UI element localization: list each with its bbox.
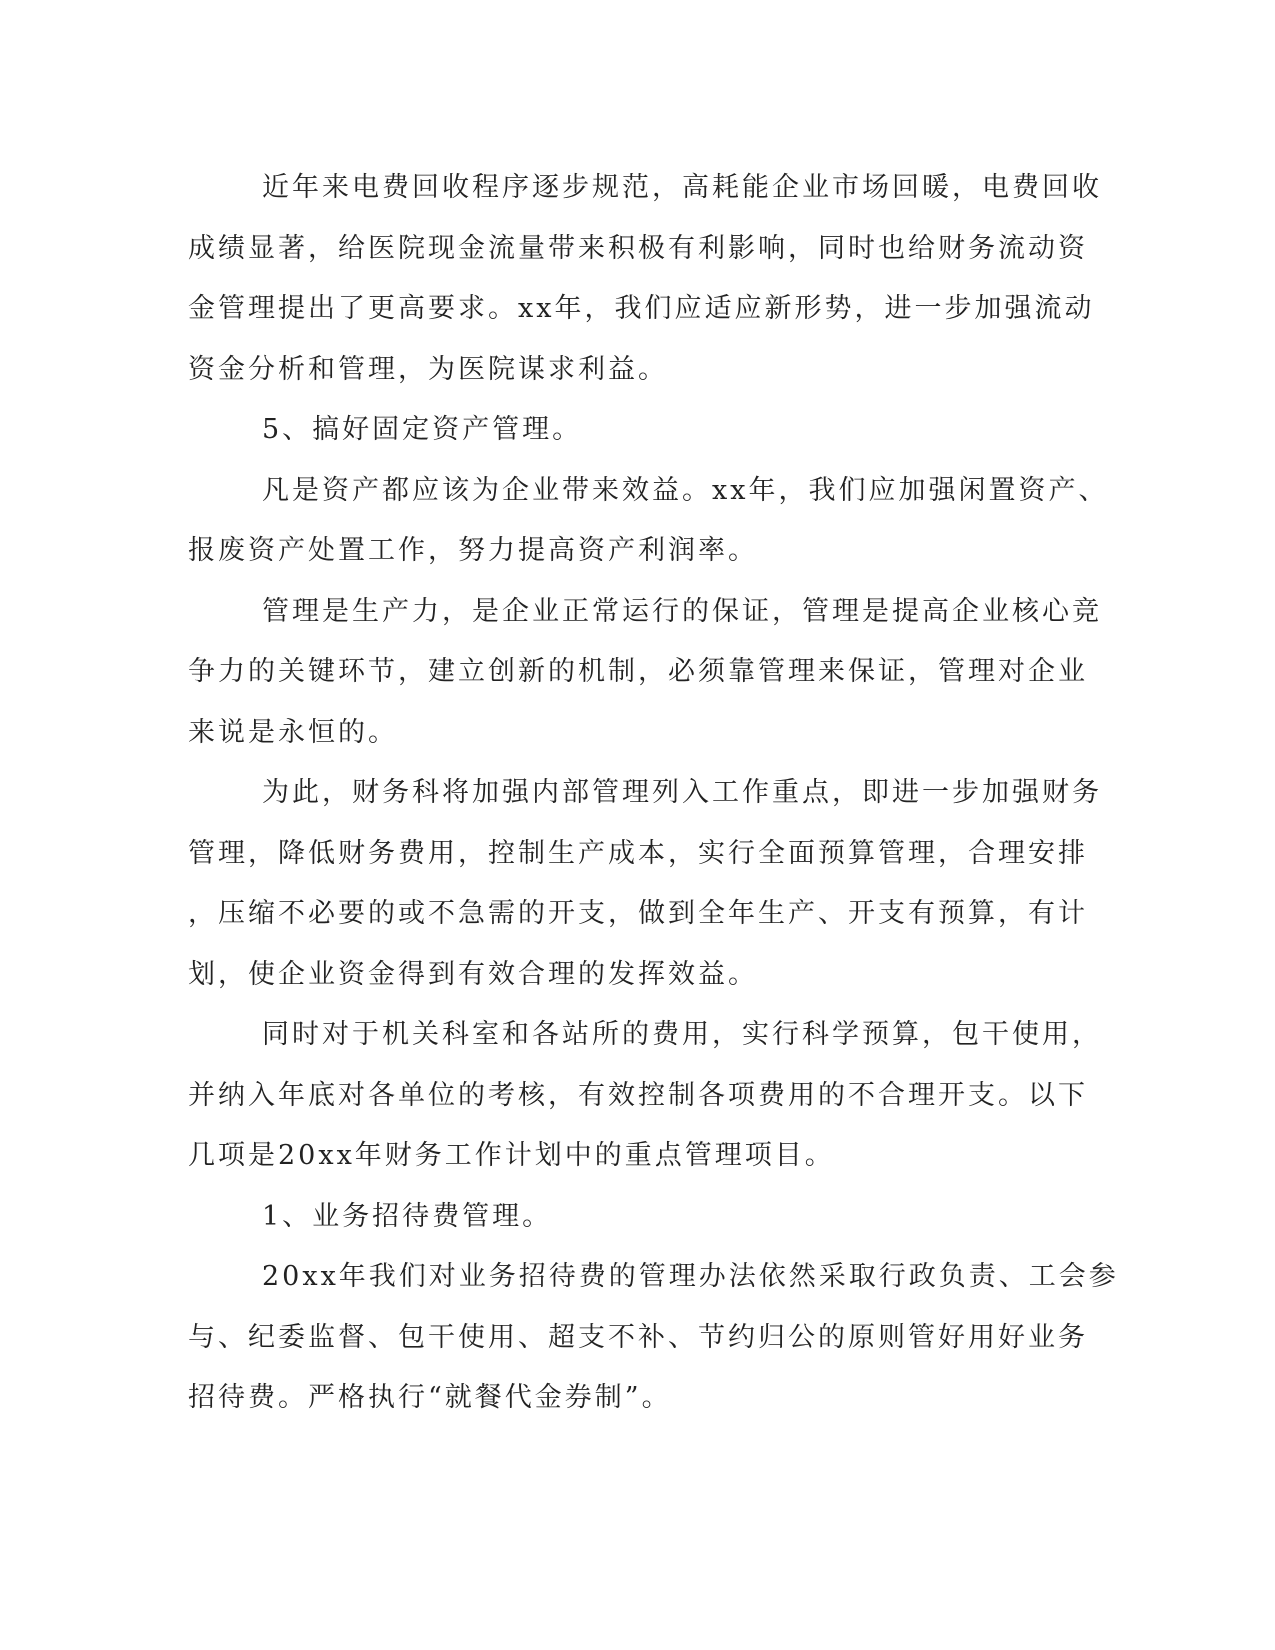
text-line: 金管理提出了更高要求。xx年，我们应适应新形势，进一步加强流动 [188,293,1095,324]
text-line: 资金分析和管理，为医院谋求利益。 [188,353,668,385]
text-line: 几项是20xx年财务工作计划中的重点管理项目。 [188,1140,835,1171]
text-line: 与、纪委监督、包干使用、超支不补、节约归公的原则管好用好业务 [188,1321,1088,1353]
text-line: 来说是永恒的。 [188,716,398,748]
text-line: 管理是生产力，是企业正常运行的保证，管理是提高企业核心竞 [262,595,1102,627]
text-line: 成绩显著，给医院现金流量带来积极有利影响，同时也给财务流动资 [188,232,1088,264]
text-line: 20xx年我们对业务招待费的管理办法依然采取行政负责、工会参 [262,1261,1119,1292]
text-line: 报废资产处置工作，努力提高资产利润率。 [188,535,758,566]
section-heading: 5、搞好固定资产管理。 [262,414,583,445]
text-line: 争力的关键环节，建立创新的机制，必须靠管理来保证，管理对企业 [188,656,1088,687]
text-line: 招待费。严格执行“就餐代金券制”。 [188,1382,672,1413]
text-line: 并纳入年底对各单位的考核，有效控制各项费用的不合理开支。以下 [188,1079,1088,1111]
text-line: 同时对于机关科室和各站所的费用，实行科学预算，包干使用， [262,1019,1102,1050]
section-heading: 1、业务招待费管理。 [262,1200,553,1232]
text-line: 划，使企业资金得到有效合理的发挥效益。 [188,958,758,990]
text-line: 凡是资产都应该为企业带来效益。xx年，我们应加强闲置资产、 [262,474,1109,506]
text-line: 近年来电费回收程序逐步规范，高耗能企业市场回暖，电费回收 [262,172,1102,203]
document-body [188,158,1119,1429]
text-line: 管理，降低财务费用，控制生产成本，实行全面预算管理，合理安排 [188,837,1088,869]
text-line: ，压缩不必要的或不急需的开支，做到全年生产、开支有预算，有计 [188,898,1088,929]
text-line: 为此，财务科将加强内部管理列入工作重点，即进一步加强财务 [262,777,1102,808]
